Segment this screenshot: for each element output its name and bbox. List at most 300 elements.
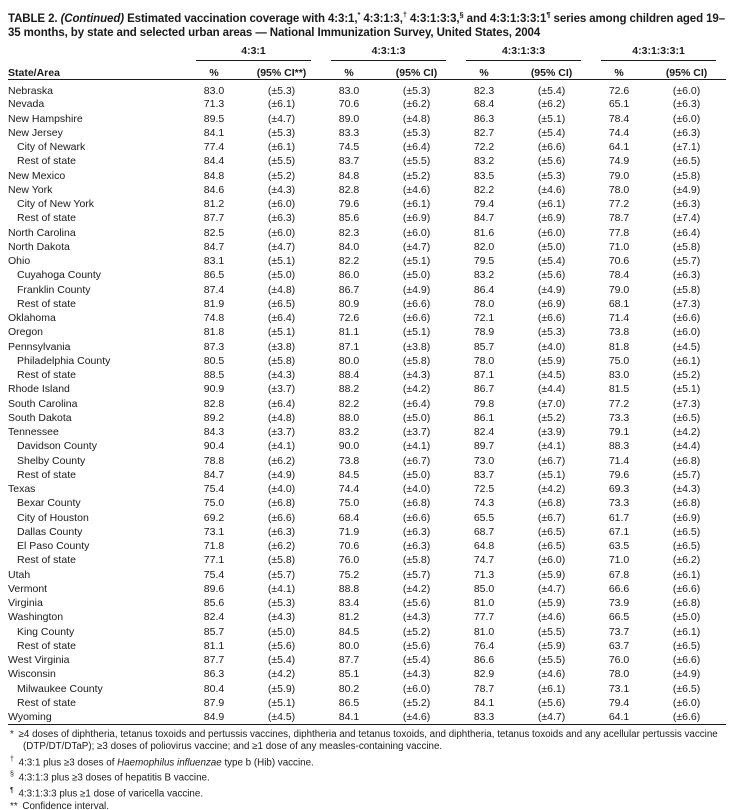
table-row xyxy=(8,710,726,724)
percent-cell: 86.6 xyxy=(473,654,495,667)
table-row xyxy=(8,80,726,98)
footnote-text: Confidence interval. xyxy=(19,800,109,810)
ci-cell: (±6.4) xyxy=(402,141,431,154)
ci-cell: (±5.8) xyxy=(672,283,701,296)
table-row xyxy=(8,183,726,197)
ci-cell: (±4.6) xyxy=(402,710,431,723)
ci-cell: (±5.4) xyxy=(537,85,566,98)
ci-header: (95% CI) xyxy=(530,67,573,80)
percent-cell: 72.6 xyxy=(608,85,630,98)
percent-cell: 70.6 xyxy=(338,98,360,111)
ci-cell: (±5.0) xyxy=(537,240,566,253)
percent-cell: 86.5 xyxy=(203,269,225,282)
ci-cell: (±5.6) xyxy=(537,269,566,282)
ci-cell: (±6.1) xyxy=(267,141,296,154)
ci-cell: (±5.9) xyxy=(537,639,566,652)
ci-cell: (±6.3) xyxy=(267,212,296,225)
ci-cell: (±5.8) xyxy=(267,554,296,567)
table-row xyxy=(8,126,726,140)
state-area-cell: South Dakota xyxy=(8,411,72,424)
ci-cell: (±6.2) xyxy=(267,540,296,553)
ci-cell: (±6.8) xyxy=(267,497,296,510)
ci-cell: (±6.6) xyxy=(672,582,701,595)
ci-cell: (±6.4) xyxy=(267,397,296,410)
ci-cell: (±6.6) xyxy=(267,511,296,524)
ci-cell: (±5.3) xyxy=(537,169,566,182)
title-segment: † xyxy=(402,10,407,19)
percent-cell: 78.7 xyxy=(608,212,630,225)
percent-cell: 88.5 xyxy=(203,369,225,382)
percent-cell: 77.2 xyxy=(608,397,630,410)
state-area-cell: Wyoming xyxy=(8,710,52,723)
table-row xyxy=(8,696,726,710)
ci-cell: (±4.1) xyxy=(537,440,566,453)
ci-cell: (±3.9) xyxy=(537,426,566,439)
ci-cell: (±4.2) xyxy=(537,483,566,496)
state-area-cell: South Carolina xyxy=(8,397,78,410)
state-area-cell: Rest of state xyxy=(17,468,76,481)
footnote-marker: § xyxy=(10,771,14,779)
ci-cell: (±7.1) xyxy=(672,141,701,154)
percent-cell: 83.5 xyxy=(473,169,495,182)
ci-cell: (±4.2) xyxy=(402,383,431,396)
table-title xyxy=(8,8,726,40)
ci-header: (95% CI) xyxy=(395,67,438,80)
percent-cell: 73.1 xyxy=(203,525,225,538)
ci-cell: (±7.3) xyxy=(672,297,701,310)
percent-cell: 86.7 xyxy=(473,383,495,396)
ci-cell: (±6.4) xyxy=(402,397,431,410)
percent-cell: 70.6 xyxy=(608,255,630,268)
percent-cell: 73.3 xyxy=(608,497,630,510)
percent-cell: 71.0 xyxy=(608,240,630,253)
percent-cell: 71.3 xyxy=(473,568,495,581)
state-area-cell: City of New York xyxy=(17,198,95,211)
state-area-cell: King County xyxy=(17,625,75,638)
ci-cell: (±5.8) xyxy=(672,240,701,253)
percent-cell: 80.2 xyxy=(338,682,360,695)
ci-cell: (±6.1) xyxy=(402,198,431,211)
ci-cell: (±6.9) xyxy=(672,511,701,524)
ci-cell: (±6.1) xyxy=(672,354,701,367)
ci-cell: (±5.6) xyxy=(537,696,566,709)
percent-cell: 87.3 xyxy=(203,340,225,353)
state-area-cell: Rest of state xyxy=(17,696,76,709)
footnote-text: Haemophilus influenzae xyxy=(117,756,222,768)
ci-cell: (±5.8) xyxy=(672,169,701,182)
ci-cell: (±4.6) xyxy=(537,611,566,624)
footnote-text: 4:3:1:3 plus ≥3 doses of hepatitis B vaccine. xyxy=(15,772,210,784)
percent-cell: 89.5 xyxy=(203,112,225,125)
percent-cell: 84.7 xyxy=(203,240,225,253)
ci-cell: (±4.9) xyxy=(267,468,296,481)
table-row xyxy=(8,667,726,681)
percent-cell: 83.4 xyxy=(338,597,360,610)
percent-cell: 74.3 xyxy=(473,497,495,510)
ci-cell: (±6.3) xyxy=(672,98,701,111)
ci-cell: (±6.6) xyxy=(537,312,566,325)
percent-cell: 75.0 xyxy=(338,497,360,510)
percent-cell: 77.8 xyxy=(608,226,630,239)
ci-cell: (±6.0) xyxy=(402,226,431,239)
ci-cell: (±6.8) xyxy=(402,497,431,510)
ci-cell: (±5.2) xyxy=(402,169,431,182)
ci-cell: (±6.6) xyxy=(402,511,431,524)
state-area-cell: Rest of state xyxy=(17,212,76,225)
title-segment: series among children aged 19–35 months, by state and selected urban areas — National Immunization Survey, United States, 2004 xyxy=(8,12,726,39)
percent-cell: 78.4 xyxy=(608,269,630,282)
percent-cell: 84.1 xyxy=(203,126,225,139)
ci-cell: (±6.1) xyxy=(537,682,566,695)
ci-cell: (±4.8) xyxy=(267,411,296,424)
percent-cell: 85.7 xyxy=(473,340,495,353)
ci-cell: (±5.1) xyxy=(402,255,431,268)
ci-cell: (±5.4) xyxy=(402,654,431,667)
percent-cell: 84.1 xyxy=(473,696,495,709)
percent-cell: 90.0 xyxy=(338,440,360,453)
percent-cell: 84.3 xyxy=(203,426,225,439)
percent-cell: 79.0 xyxy=(608,169,630,182)
state-area-cell: Virginia xyxy=(8,597,43,610)
ci-cell: (±5.3) xyxy=(267,597,296,610)
state-area-cell: Rest of state xyxy=(17,297,76,310)
percent-cell: 75.0 xyxy=(608,354,630,367)
ci-cell: (±6.5) xyxy=(672,540,701,553)
table-row xyxy=(8,140,726,154)
table-row xyxy=(8,682,726,696)
ci-cell: (±6.3) xyxy=(672,198,701,211)
percent-cell: 85.0 xyxy=(473,582,495,595)
percent-cell: 77.7 xyxy=(473,611,495,624)
state-area-cell: Rest of state xyxy=(17,639,76,652)
table-row xyxy=(8,482,726,496)
percent-cell: 83.0 xyxy=(608,369,630,382)
ci-cell: (±6.8) xyxy=(672,497,701,510)
table-row xyxy=(8,268,726,282)
percent-cell: 82.8 xyxy=(203,397,225,410)
footnote-text: ≥4 doses of diphtheria, tetanus toxoids and pertussis vaccines, diphtheria and tetanus toxoids, and diphtheria, tetanus toxoids and any acellular pertussis vaccine (DTP/DT/DTaP); ≥3 doses of poliovirus vaccine; and ≥1 dose of any measles-containing vaccine. xyxy=(15,728,718,753)
state-area-cell: Shelby County xyxy=(17,454,86,467)
table-row xyxy=(8,311,726,325)
table-row xyxy=(8,653,726,667)
ci-cell: (±5.3) xyxy=(402,85,431,98)
ci-cell: (±5.8) xyxy=(402,354,431,367)
pct-header: % xyxy=(614,67,624,80)
table-row xyxy=(8,154,726,168)
percent-cell: 85.1 xyxy=(338,668,360,681)
ci-cell: (±4.3) xyxy=(267,183,296,196)
table-row xyxy=(8,297,726,311)
state-area-cell: Wisconsin xyxy=(8,668,56,681)
percent-cell: 88.4 xyxy=(338,369,360,382)
percent-cell: 84.9 xyxy=(203,710,225,723)
ci-cell: (±6.3) xyxy=(672,269,701,282)
percent-cell: 79.6 xyxy=(608,468,630,481)
footnote xyxy=(10,754,724,770)
ci-cell: (±6.4) xyxy=(267,312,296,325)
percent-cell: 74.9 xyxy=(608,155,630,168)
percent-cell: 83.7 xyxy=(473,468,495,481)
title-segment: and 4:3:1:3:3:1 xyxy=(463,12,547,25)
percent-cell: 81.6 xyxy=(473,226,495,239)
percent-cell: 76.0 xyxy=(608,654,630,667)
ci-cell: (±6.2) xyxy=(537,98,566,111)
state-area-cell: New Jersey xyxy=(8,126,63,139)
percent-cell: 83.2 xyxy=(473,155,495,168)
ci-cell: (±6.7) xyxy=(537,511,566,524)
ci-cell: (±4.6) xyxy=(402,183,431,196)
table-row xyxy=(8,97,726,111)
percent-cell: 78.0 xyxy=(608,668,630,681)
percent-cell: 82.8 xyxy=(338,183,360,196)
percent-cell: 63.5 xyxy=(608,540,630,553)
percent-cell: 88.3 xyxy=(608,440,630,453)
percent-cell: 64.1 xyxy=(608,141,630,154)
footnote-marker: * xyxy=(10,728,14,740)
ci-cell: (±5.5) xyxy=(402,155,431,168)
percent-cell: 82.2 xyxy=(473,183,495,196)
table-row xyxy=(8,254,726,268)
ci-cell: (±5.5) xyxy=(267,155,296,168)
ci-cell: (±6.1) xyxy=(267,98,296,111)
table-row xyxy=(8,610,726,624)
group-label: 4:3:1 xyxy=(196,45,311,61)
percent-cell: 73.7 xyxy=(608,625,630,638)
percent-cell: 68.4 xyxy=(338,511,360,524)
state-area-cell: Rest of state xyxy=(17,369,76,382)
ci-cell: (±6.6) xyxy=(537,141,566,154)
ci-cell: (±4.1) xyxy=(402,440,431,453)
ci-cell: (±6.5) xyxy=(537,540,566,553)
ci-cell: (±4.6) xyxy=(537,183,566,196)
percent-cell: 83.2 xyxy=(473,269,495,282)
pct-header: % xyxy=(479,67,489,80)
ci-cell: (±5.0) xyxy=(267,625,296,638)
ci-cell: (±5.3) xyxy=(267,85,296,98)
percent-cell: 89.7 xyxy=(473,440,495,453)
state-area-cell: Texas xyxy=(8,483,36,496)
ci-cell: (±6.3) xyxy=(267,525,296,538)
state-area-cell: North Dakota xyxy=(8,240,70,253)
percent-cell: 87.7 xyxy=(203,212,225,225)
footnote xyxy=(10,785,724,801)
table-header xyxy=(8,45,726,80)
group-header-4313 xyxy=(321,45,456,61)
percent-cell: 83.3 xyxy=(338,126,360,139)
ci-cell: (±6.2) xyxy=(267,454,296,467)
ci-cell: (±6.5) xyxy=(672,682,701,695)
percent-cell: 72.5 xyxy=(473,483,495,496)
percent-cell: 75.2 xyxy=(338,568,360,581)
ci-cell: (±6.9) xyxy=(537,212,566,225)
ci-cell: (±6.0) xyxy=(537,226,566,239)
table-row xyxy=(8,625,726,639)
title-segment: 4:3:1:3, xyxy=(360,12,403,25)
ci-cell: (±5.9) xyxy=(537,354,566,367)
group-label: 4:3:1:3 xyxy=(331,45,446,61)
ci-cell: (±4.7) xyxy=(537,582,566,595)
ci-cell: (±4.1) xyxy=(267,440,296,453)
title-segment: 4:3:1:3:3, xyxy=(406,12,460,25)
table-row xyxy=(8,211,726,225)
percent-cell: 86.1 xyxy=(473,411,495,424)
ci-cell: (±3.7) xyxy=(267,383,296,396)
ci-cell: (±4.5) xyxy=(672,340,701,353)
percent-cell: 81.1 xyxy=(338,326,360,339)
percent-cell: 81.0 xyxy=(473,597,495,610)
footnotes xyxy=(8,725,726,810)
percent-cell: 78.0 xyxy=(473,297,495,310)
percent-cell: 83.0 xyxy=(338,85,360,98)
ci-cell: (±5.6) xyxy=(402,597,431,610)
footnote-marker: ** xyxy=(10,800,18,810)
percent-cell: 73.1 xyxy=(608,682,630,695)
percent-cell: 82.4 xyxy=(473,426,495,439)
ci-cell: (±5.7) xyxy=(267,568,296,581)
percent-cell: 83.0 xyxy=(203,85,225,98)
state-area-cell: Oklahoma xyxy=(8,312,56,325)
ci-cell: (±7.0) xyxy=(537,397,566,410)
ci-cell: (±5.9) xyxy=(537,568,566,581)
percent-cell: 81.8 xyxy=(203,326,225,339)
percent-cell: 83.2 xyxy=(338,426,360,439)
table-row xyxy=(8,112,726,126)
percent-cell: 69.2 xyxy=(203,511,225,524)
percent-cell: 69.3 xyxy=(608,483,630,496)
ci-cell: (±5.8) xyxy=(267,354,296,367)
percent-cell: 79.5 xyxy=(473,255,495,268)
ci-header: (95% CI**) xyxy=(256,67,307,80)
percent-cell: 82.2 xyxy=(338,397,360,410)
ci-cell: (±6.5) xyxy=(672,525,701,538)
ci-cell: (±5.2) xyxy=(402,625,431,638)
percent-cell: 75.4 xyxy=(203,483,225,496)
ci-cell: (±6.6) xyxy=(402,297,431,310)
ci-cell: (±5.1) xyxy=(672,383,701,396)
ci-cell: (±5.4) xyxy=(267,654,296,667)
ci-cell: (±4.3) xyxy=(672,483,701,496)
percent-cell: 73.0 xyxy=(473,454,495,467)
ci-cell: (±4.5) xyxy=(267,710,296,723)
ci-cell: (±5.6) xyxy=(267,639,296,652)
percent-cell: 68.7 xyxy=(473,525,495,538)
state-area-cell: New Hampshire xyxy=(8,112,83,125)
ci-cell: (±4.7) xyxy=(402,240,431,253)
ci-cell: (±4.3) xyxy=(267,611,296,624)
state-area-cell: Ohio xyxy=(8,255,31,268)
ci-cell: (±6.6) xyxy=(672,312,701,325)
percent-cell: 77.4 xyxy=(203,141,225,154)
percent-cell: 86.0 xyxy=(338,269,360,282)
percent-cell: 76.4 xyxy=(473,639,495,652)
percent-cell: 86.4 xyxy=(473,283,495,296)
group-header-431 xyxy=(186,45,321,61)
percent-cell: 78.7 xyxy=(473,682,495,695)
ci-cell: (±5.0) xyxy=(672,611,701,624)
percent-cell: 87.7 xyxy=(203,654,225,667)
state-area-cell: Philadelphia County xyxy=(17,354,111,367)
percent-cell: 84.0 xyxy=(338,240,360,253)
state-area-cell: New Mexico xyxy=(8,169,66,182)
percent-cell: 85.6 xyxy=(338,212,360,225)
ci-cell: (±6.0) xyxy=(267,198,296,211)
ci-cell: (±4.4) xyxy=(672,440,701,453)
state-area-cell: Utah xyxy=(8,568,31,581)
table-row xyxy=(8,283,726,297)
percent-cell: 73.8 xyxy=(338,454,360,467)
ci-cell: (±4.7) xyxy=(267,240,296,253)
ci-cell: (±6.0) xyxy=(267,226,296,239)
ci-cell: (±4.6) xyxy=(537,668,566,681)
percent-cell: 86.5 xyxy=(338,696,360,709)
ci-cell: (±5.1) xyxy=(267,696,296,709)
ci-cell: (±4.0) xyxy=(537,340,566,353)
state-area-cell: Rest of state xyxy=(17,554,76,567)
percent-cell: 83.1 xyxy=(203,255,225,268)
table-row xyxy=(8,197,726,211)
ci-cell: (±5.9) xyxy=(267,682,296,695)
percent-cell: 66.6 xyxy=(608,582,630,595)
ci-cell: (±5.0) xyxy=(402,411,431,424)
table-row xyxy=(8,539,726,553)
ci-cell: (±5.8) xyxy=(402,554,431,567)
percent-cell: 74.4 xyxy=(338,483,360,496)
ci-cell: (±4.9) xyxy=(672,668,701,681)
percent-cell: 79.0 xyxy=(608,283,630,296)
state-area-cell: El Paso County xyxy=(17,540,90,553)
group-header-spacer xyxy=(8,45,186,61)
ci-cell: (±6.0) xyxy=(672,326,701,339)
percent-cell: 84.6 xyxy=(203,183,225,196)
state-area-cell: Franklin County xyxy=(17,283,91,296)
ci-cell: (±6.5) xyxy=(672,411,701,424)
table-row xyxy=(8,169,726,183)
percent-cell: 67.8 xyxy=(608,568,630,581)
footnote xyxy=(10,801,724,810)
percent-cell: 82.9 xyxy=(473,668,495,681)
percent-cell: 80.9 xyxy=(338,297,360,310)
footnote xyxy=(10,769,724,785)
state-area-cell: North Carolina xyxy=(8,226,76,239)
ci-cell: (±3.8) xyxy=(267,340,296,353)
pct-header: % xyxy=(209,67,219,80)
state-area-cell: Nevada xyxy=(8,98,45,111)
percent-cell: 85.7 xyxy=(203,625,225,638)
ci-cell: (±6.5) xyxy=(672,155,701,168)
ci-cell: (±6.9) xyxy=(402,212,431,225)
ci-cell: (±4.5) xyxy=(537,369,566,382)
state-area-cell: Cuyahoga County xyxy=(17,269,102,282)
percent-cell: 81.8 xyxy=(608,340,630,353)
ci-cell: (±6.0) xyxy=(672,85,701,98)
percent-cell: 83.7 xyxy=(338,155,360,168)
ci-cell: (±5.3) xyxy=(537,326,566,339)
percent-cell: 71.0 xyxy=(608,554,630,567)
ci-cell: (±4.0) xyxy=(402,483,431,496)
footnote-text: type b (Hib) vaccine. xyxy=(221,756,314,768)
ci-cell: (±6.1) xyxy=(672,625,701,638)
percent-cell: 80.5 xyxy=(203,354,225,367)
percent-cell: 71.3 xyxy=(203,98,225,111)
percent-cell: 70.6 xyxy=(338,540,360,553)
table-row xyxy=(8,425,726,439)
state-area-header: State/Area xyxy=(8,67,60,80)
percent-cell: 87.7 xyxy=(338,654,360,667)
percent-cell: 81.5 xyxy=(608,383,630,396)
ci-cell: (±4.3) xyxy=(402,611,431,624)
percent-cell: 66.5 xyxy=(608,611,630,624)
ci-cell: (±5.7) xyxy=(402,568,431,581)
